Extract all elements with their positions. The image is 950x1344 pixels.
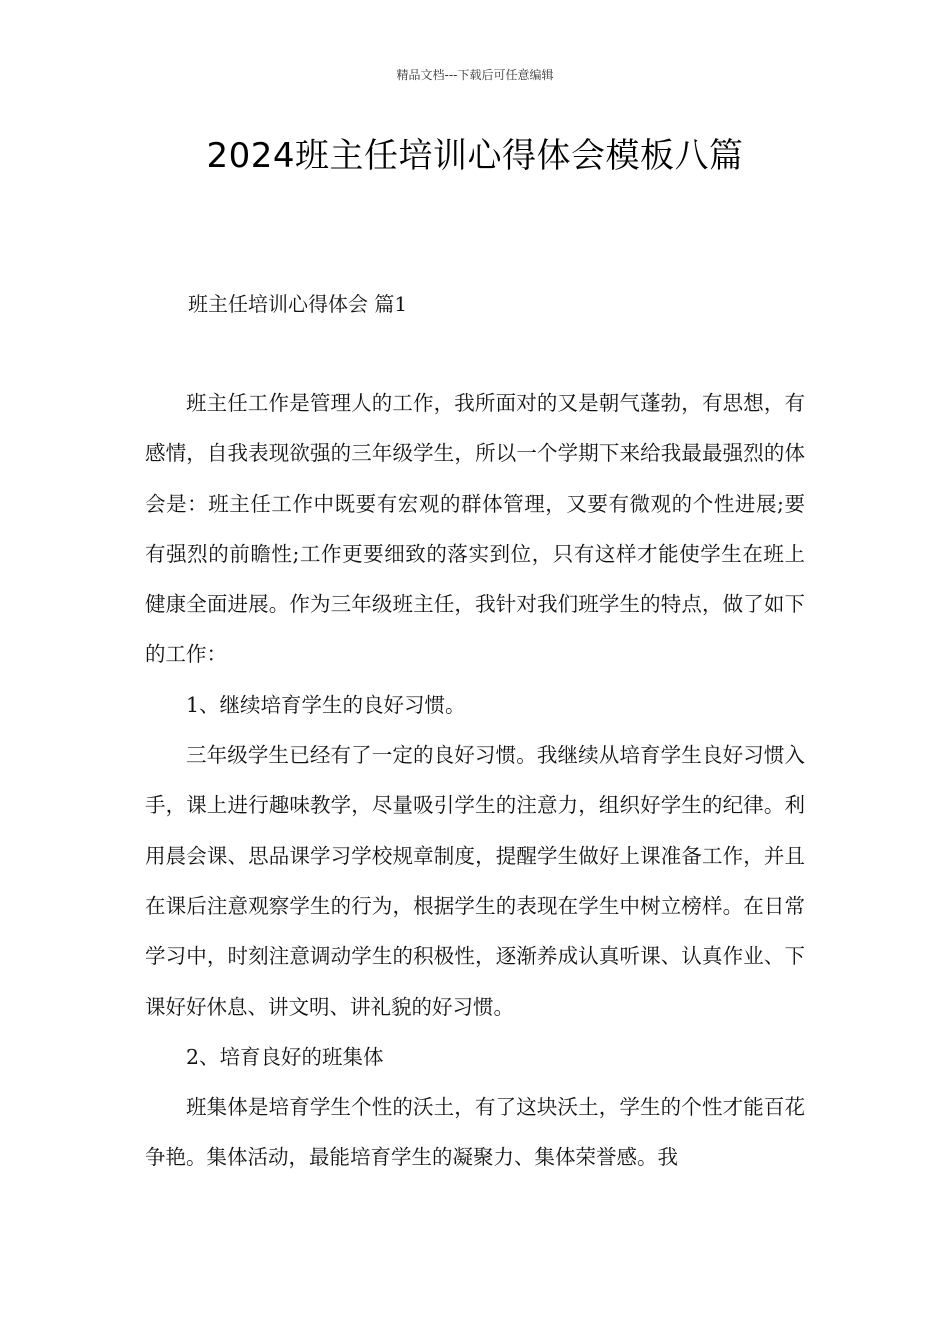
paragraph-habits: 三年级学生已经有了一定的良好习惯。我继续从培育学生良好习惯入手，课上进行趣味教学，尽量吸引学生的注意力，组织好学生的纪律。利用晨会课、思品课学习学校规章制度，提醒学生做好上课准备工作，并且在课后注意观察学生的行为，根据学生的表现在学生中树立榜样。在日常学习中，时刻注意调动学生的积极性，逐渐养成认真听课、认真作业、下课好好休息、讲文明、讲礼貌的好习惯。 — [145, 743, 805, 1019]
paragraph-collective: 班集体是培育学生个性的沃土，有了这块沃土，学生的个性才能百花争艳。集体活动，最能培育学生的凝聚力、集体荣誉感。我 — [145, 1095, 805, 1170]
header-note: 精品文档---下载后可任意编辑 — [396, 68, 554, 82]
paragraph-intro: 班主任工作是管理人的工作，我所面对的又是朝气蓬勃，有思想，有感情，自我表现欲强的三年级学生，所以一个学期下来给我最最强烈的体会是：班主任工作中既要有宏观的群体管理，又要有微观的个性进展;要有强烈的前瞻性;工作更要细致的落实到位，只有这样才能使学生在班上健康全面进展。作为三年级班主任，我针对我们班学生的特点，做了如下的工作： — [145, 391, 805, 667]
subheading-habits: 1、继续培育学生的良好习惯。 — [186, 692, 466, 717]
subheading-collective: 2、培育良好的班集体 — [186, 1044, 384, 1069]
body-text — [145, 378, 805, 1183]
section-heading: 班主任培训心得体会 篇1 — [188, 292, 408, 316]
document-title: 2024班主任培训心得体会模板八篇 — [206, 136, 744, 176]
